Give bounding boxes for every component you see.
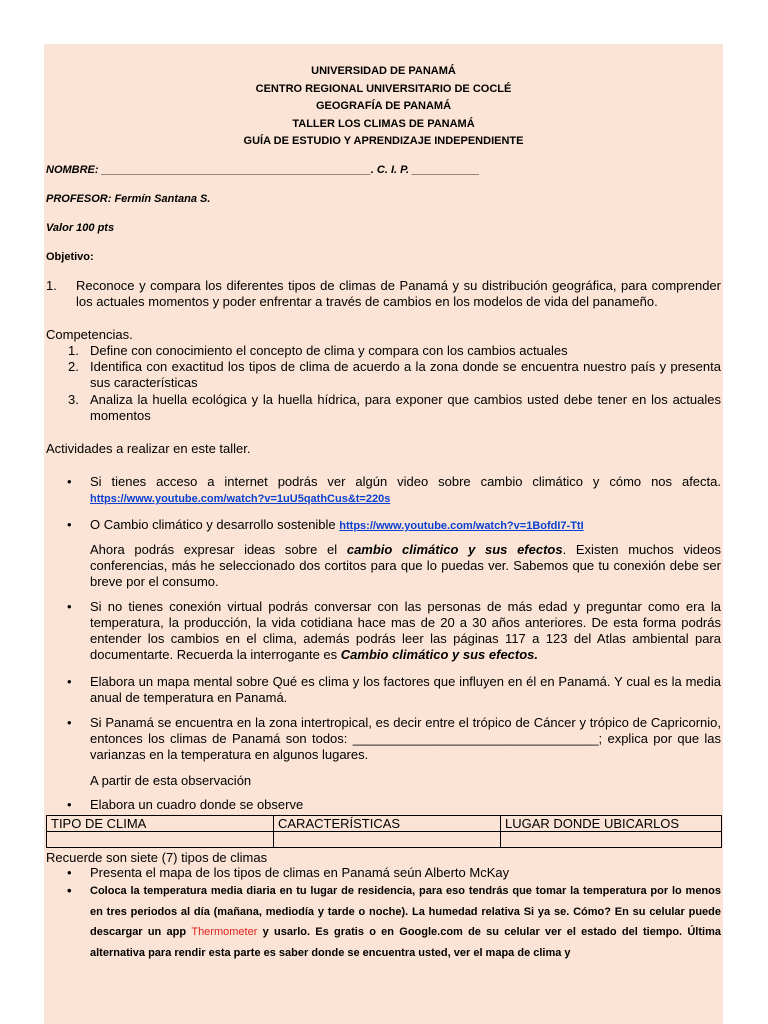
paragraph-emphasis: cambio climático y sus efectos [346,542,563,557]
table-cell[interactable] [501,832,722,848]
youtube-link-2[interactable]: https://www.youtube.com/watch?v=1BofdI7-TtI [339,520,584,532]
bullet-item [46,881,721,963]
document-page [44,44,723,1024]
climates-note: Recuerde son siete (7) tipos de climas [46,850,268,865]
objective-item [46,278,721,310]
table-cell[interactable] [274,832,501,848]
table-header-cell: CARACTERÍSTICAS [274,816,501,832]
paragraph-ideas [46,542,721,590]
competencia-item [46,359,721,391]
bullet-item [46,865,721,881]
bullet-text: y usarlo. Es gratis o en Google.com de su celular ver el estado del tiempo. Última alternativa para rendir esta parte es saber donde se encuentra usted, ver el mapa de clima y [90,926,721,959]
objective-number: 1. [46,278,57,293]
bullet-icon: • [67,797,72,812]
bullet-text: Elabora un cuadro donde se observe [90,797,304,812]
bullet-text: Si Panamá se encuentra en la zona intertropical, es decir entre el trópico de Cáncer y trópico de Capricornio, entonces los climas de Panamá son todos: __________________________________; explica por que las varianzas en la temperatura en algunos lugares. [90,715,721,762]
header-subject: GEOGRAFÍA DE PANAMÁ [315,100,452,112]
name-field: NOMBRE: ____________________________________________. C. I. P. ___________ [46,164,480,176]
paragraph-text: Ahora podrás expresar ideas sobre el [90,542,338,557]
bullet-icon: • [67,674,72,689]
bullet-icon: • [67,599,72,614]
bullet-text: O Cambio climático y desarrollo sostenible [90,517,336,532]
bullet-icon: • [67,883,72,898]
table-header-row [47,816,722,832]
header-workshop: TALLER LOS CLIMAS DE PANAMÁ [292,117,475,130]
bullet-text: Elabora un mapa mental sobre Qué es clima y los factores que influyen en él en Panamá. Y cual es la media anual de temperatura en Panamá. [90,674,721,705]
climate-table [46,815,722,848]
table-row [47,832,722,848]
bullet-item [46,797,721,813]
competencia-item [46,392,721,424]
bullet-icon: • [67,715,72,730]
value-field: Valor 100 pts [46,222,115,234]
youtube-link-1[interactable]: https://www.youtube.com/watch?v=1uU5qathCus&t=220s [90,493,391,505]
paragraph-text: . Existen muchos videos conferencias, más he seleccionado dos cortitos para que lo puedas ver. Sabemos que tu conexión debe ser breve por el consumo. [90,542,721,589]
bullet-text: Coloca la temperatura media diaria en tu lugar de residencia, para eso tendrás que tomar la temperatura por lo menos en tres periodos al día (mañana, mediodía y tarde o noche). La humedad relativa Si ya se. Cómo? En su celular puede descargar un app [90,885,721,939]
objective-title: Objetivo: [46,251,94,263]
competencia-text: Analiza la huella ecológica y la huella hídrica, para exponer que cambios usted debe tener en los actuales momentos [90,392,721,423]
professor-field: PROFESOR: Fermín Santana S. [46,193,211,205]
competencia-number: 2. [68,359,79,374]
competencias-title: Competencias. [46,327,133,342]
table-header-cell: LUGAR DONDE UBICARLOS [501,816,722,832]
table-header-cell: TIPO DE CLIMA [47,816,274,832]
bullet-emphasis: Cambio climático y sus efectos. [340,647,539,662]
bullet-item [46,599,721,663]
bullet-icon: • [67,517,72,532]
header-center: CENTRO REGIONAL UNIVERSITARIO DE COCLÉ [255,82,512,95]
bullet-item [46,715,721,763]
header-guide: GUÍA DE ESTUDIO Y APRENDIZAJE INDEPENDIENTE [243,135,524,147]
objective-text: Reconoce y compara los diferentes tipos de climas de Panamá y su distribución geográfica, para comprender los actuales momentos y poder enfrentar a través de cambios en los modelos de vida del panameño. [76,278,721,309]
bullet-text: Si no tienes conexión virtual podrás conversar con las personas de más edad y preguntar como era la temperatura, la producción, la vida cotidiana hace mas de 20 a 30 años anteriores. De esta forma podrás entender los cambios en el clima, además podrás leer las páginas 117 a 123 del Atlas ambiental para documentarte. Recuerda la interrogante es [90,599,721,662]
app-name: Thermometer [191,926,258,939]
actividades-title: Actividades a realizar en este taller. [46,441,251,456]
bullet-item [46,474,721,507]
table-cell[interactable] [47,832,274,848]
bullet-text: Presenta el mapa de los tipos de climas en Panamá seún Alberto McKay [90,865,510,880]
document-header [46,63,721,151]
bullet-item [46,517,721,534]
bullet-icon: • [67,474,72,489]
competencia-number: 3. [68,392,79,407]
competencia-item [46,343,721,359]
observation-text: A partir de esta observación [90,773,252,788]
competencia-number: 1. [68,343,79,358]
competencia-text: Define con conocimiento el concepto de clima y compara con los cambios actuales [90,343,568,358]
bullet-icon: • [67,865,72,880]
header-university: UNIVERSIDAD DE PANAMÁ [311,65,456,77]
competencia-text: Identifica con exactitud los tipos de clima de acuerdo a la zona donde se encuentra nuestro país y presenta sus características [90,359,721,390]
bullet-text: Si tienes acceso a internet podrás ver algún video sobre cambio climático y cómo nos afecta. [90,474,721,489]
bullet-item [46,674,721,706]
